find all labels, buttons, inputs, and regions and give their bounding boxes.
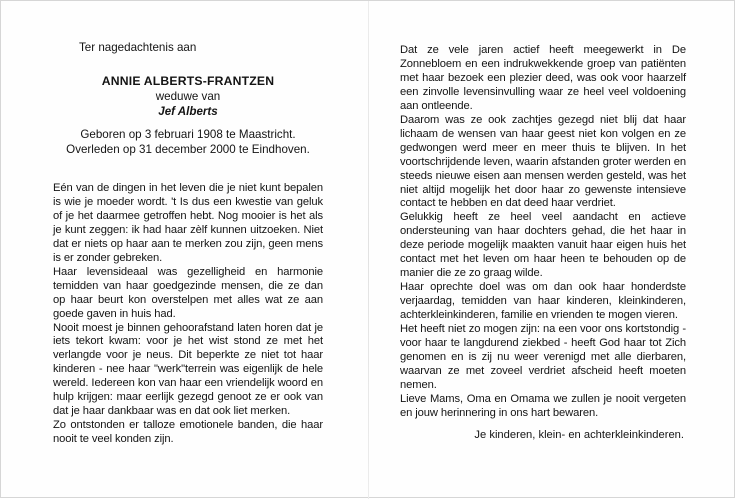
- paragraph: Nooit moest je binnen gehoorafstand laten horen dat je iets tekort kwam: voor je het wist stond ze met het verlangde voor je neus. Dit beperkte ze niet tot haar kinderen - nee haar "werk"terrein was eigenlijk de hele wereld. Iedereen kon van haar een vriendelijk woord en hulp krijgen: maar eerlijk gezegd genoot ze er ook van dat je haar dankbaar was en dat ook liet merken.: [53, 321, 323, 418]
- right-page: [400, 44, 686, 441]
- paragraph: Eén van de dingen in het leven die je niet kunt bepalen is wie je moeder wordt. 't Is dus een kwestie van geluk of je het daarmee getroffen hebt. Nog mooier is het als je kunt zeggen: ik had haar zèlf kunnen uitzoeken. Niet dat er niets op haar aan te merken zou zijn, geen mens is er zonder gebreken.: [53, 182, 323, 264]
- in-memoriam-heading: Ter nagedachtenis aan: [79, 41, 197, 54]
- paragraph: Haar levensideaal was gezelligheid en harmonie temidden van haar goedgezinde mensen, die ze dan op haar beurt kon overstelpen met alles wat ze aan goede gaven in huis had.: [53, 265, 323, 320]
- life-dates: [53, 128, 323, 157]
- paragraph: Het heeft niet zo mogen zijn: na een voor ons kortstondig - voor haar te langdurend ziekbed - heeft God haar tot Zich genomen en is zij nu weer verenigd met alle dierbaren, waarvan ze met zoveel verdriet afscheid heeft moeten nemen.: [400, 323, 686, 391]
- paragraph: Gelukkig heeft ze heel veel aandacht en actieve ondersteuning van haar dochters gehad, die het haar in deze periode mogelijk maakten vanuit haar eigen huis het contact met het leven om haar heen te behouden op de manier die ze zo graag wilde.: [400, 211, 686, 280]
- signature-line: Je kinderen, klein- en achterkleinkinderen.: [474, 428, 684, 441]
- death-line: Overleden op 31 december 2000 te Eindhoven.: [66, 142, 310, 156]
- paragraph: Zo ontstonden er talloze emotionele banden, die haar nooit te veel konden zijn.: [53, 419, 323, 446]
- left-page: [53, 41, 323, 447]
- widow-of-label: weduwe van: [155, 90, 221, 103]
- paragraph: Haar oprechte doel was om dan ook haar honderdste verjaardag, temidden van haar kinderen, kleinkinderen, achterkleinkinderen, familie en vrienden te mogen vieren.: [400, 281, 686, 322]
- right-body-text: [400, 44, 686, 421]
- birth-line: Geboren op 3 februari 1908 te Maastricht.: [80, 128, 296, 141]
- paragraph: Daarom was ze ook zachtjes gezegd niet blij dat haar lichaam de wensen van haar geest niet kon volgen en ze gedwongen werd meer en meer thuis te blijven. In het voortschrijdende leven, waarin afstanden groter werden en steeds nieuwe eisen aan mensen werden gesteld, was het niet altijd mogelijk het door haar zo gewenste intensieve contact te hebben en dat deed haar verdriet.: [400, 113, 686, 210]
- deceased-name: ANNIE ALBERTS-FRANTZEN: [101, 74, 275, 88]
- paragraph: Dat ze vele jaren actief heeft meegewerkt in De Zonnebloem en een indrukwekkende groep van patiënten met haar bezoek een plezier deed, was ook voor haarzelf een zinvolle levensinvulling waar ze heel veel voldoening aan ontleende.: [400, 44, 686, 112]
- left-body-text: [53, 182, 323, 447]
- card-fold-line: [368, 1, 369, 499]
- husband-name: Jef Alberts: [158, 105, 218, 118]
- paragraph: Lieve Mams, Oma en Omama we zullen je nooit vergeten en jouw herinnering in ons hart bewaren.: [400, 392, 686, 419]
